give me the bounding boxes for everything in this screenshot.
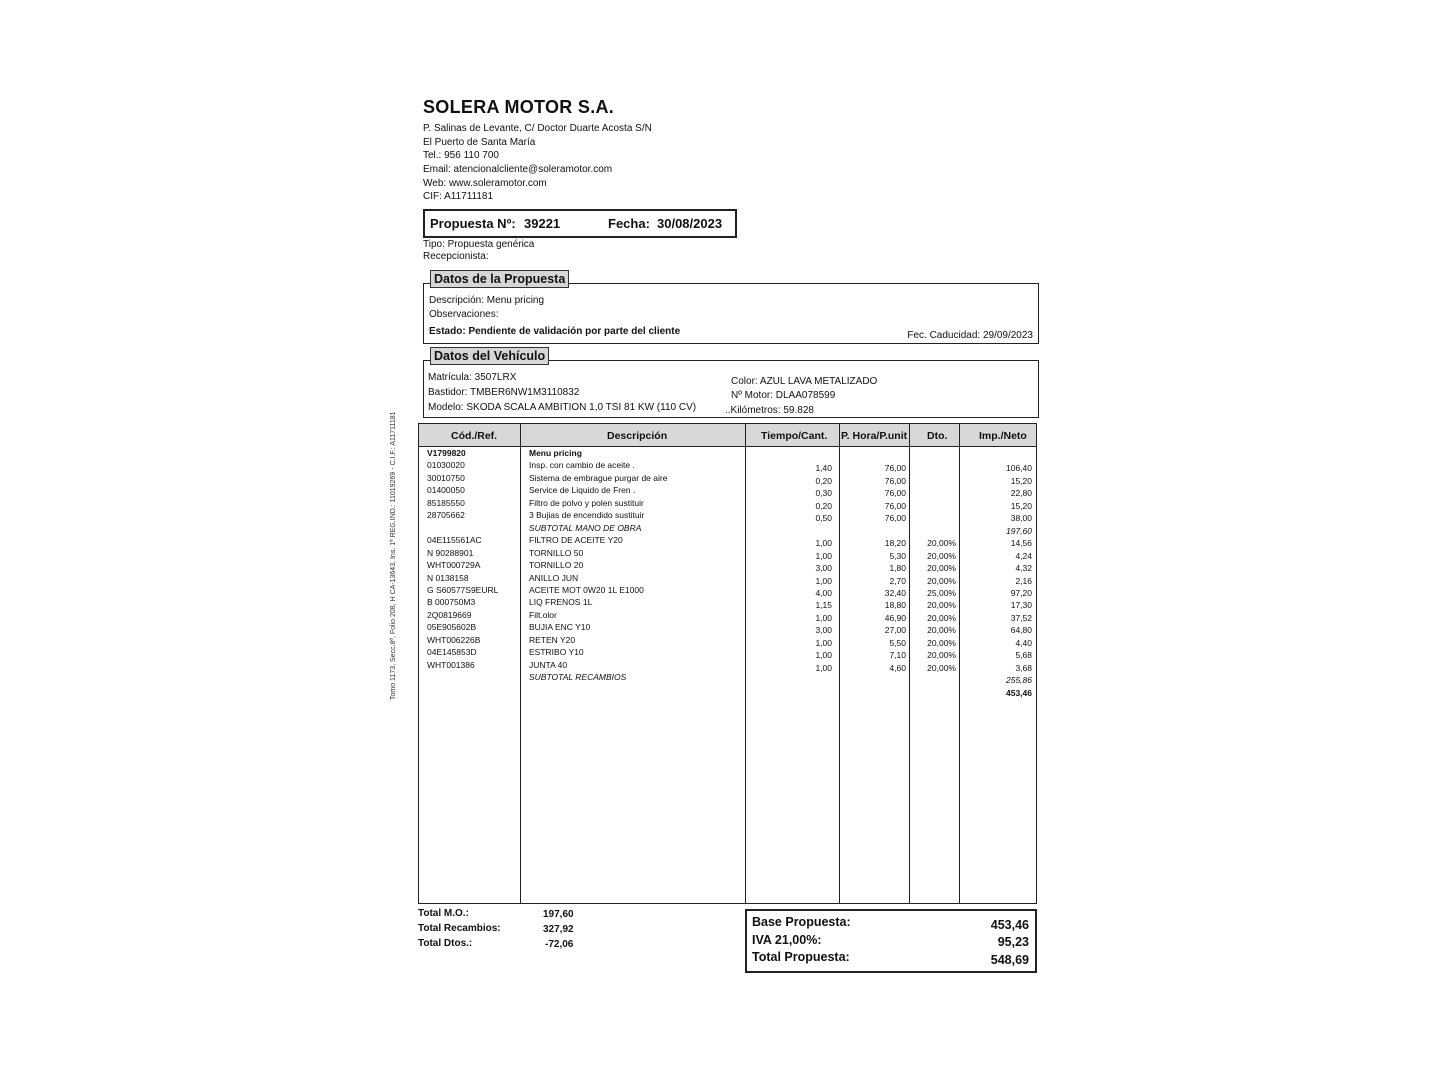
base-value: 453,46 <box>990 918 1029 932</box>
table-cell-net: 17,30 <box>1010 600 1032 611</box>
table-cell-ref: WHT001386 <box>427 659 475 670</box>
table-cell-desc: Insp. con cambio de aceite . <box>529 460 635 471</box>
header-description: Descripción <box>607 430 668 442</box>
proposal-data-section <box>423 283 1039 344</box>
total-discounts: -72,06 <box>545 939 574 950</box>
table-cell-price: 1,80 <box>889 563 906 574</box>
header-qty: Tiempo/Cant. <box>761 430 828 442</box>
table-cell-net: 5,68 <box>1015 650 1032 661</box>
table-cell-ref: 04E145853D <box>427 647 477 658</box>
table-cell-desc: JUNTA 40 <box>529 659 568 670</box>
table-cell-qty: 1,00 <box>815 612 832 623</box>
vehicle-data-section <box>423 360 1039 418</box>
table-cell-ref: N 90288901 <box>427 547 474 558</box>
table-cell-dto: 20,00% <box>927 575 956 586</box>
header-discount: Dto. <box>927 430 948 442</box>
total-label: Total Propuesta: <box>752 950 850 964</box>
table-cell-ref: 05E905602B <box>427 622 477 633</box>
table-cell-desc: Service de Liquido de Fren . <box>529 485 636 496</box>
table-cell-qty: 0,20 <box>815 475 832 486</box>
table-cell-ref: G S60577S9EURL <box>427 584 499 595</box>
table-cell-ref: B 000750M3 <box>427 597 476 608</box>
table-cell-qty: 0,30 <box>815 488 832 499</box>
table-cell-price: 18,20 <box>884 538 906 549</box>
table-cell-desc: ANILLO JUN <box>529 572 579 583</box>
table-cell-qty: 0,20 <box>815 500 832 511</box>
proposal-observations: Observaciones: <box>429 309 499 320</box>
table-cell-ref: 28705662 <box>427 510 465 521</box>
table-cell-desc: BUJIA ENC Y10 <box>529 622 591 633</box>
column-divider <box>745 424 746 903</box>
table-cell-net: 64,80 <box>1010 625 1032 636</box>
table-cell-net: 255,86 <box>1006 675 1032 686</box>
table-cell-desc: Filt.olor <box>529 609 557 620</box>
proposal-status: Estado: Pendiente de validación por parte del cliente <box>429 326 681 337</box>
total-mo: 197,60 <box>543 909 574 920</box>
table-cell-qty: 4,00 <box>815 587 832 598</box>
table-cell-qty: 1,40 <box>815 463 832 474</box>
table-cell-desc: Menu pricing <box>529 448 582 458</box>
table-cell-ref: N 0138158 <box>427 572 469 583</box>
table-cell-price: 5,30 <box>889 550 906 561</box>
vehicle-model: Modelo: SKODA SCALA AMBITION 1,0 TSI 81 KW (110 CV) <box>428 402 697 413</box>
table-cell-net: 2,16 <box>1015 575 1032 586</box>
table-cell-qty: 1,00 <box>815 550 832 561</box>
table-cell-desc: FILTRO DE ACEITE Y20 <box>529 535 623 546</box>
proposal-number: 39221 <box>524 216 561 231</box>
base-label: Base Propuesta: <box>752 915 851 929</box>
table-cell-desc: 3 Bujias de encendido sustituir <box>529 510 645 521</box>
table-cell-desc: TORNILLO 20 <box>529 560 584 571</box>
table-cell-net: 15,20 <box>1010 475 1032 486</box>
table-cell-net: 106,40 <box>1006 463 1032 474</box>
table-cell-dto: 20,00% <box>927 625 956 636</box>
table-cell-price: 46,90 <box>884 612 906 623</box>
iva-label: IVA 21,00%: <box>752 933 822 947</box>
table-cell-ref: WHT000729A <box>427 560 481 571</box>
table-cell-price: 7,10 <box>889 650 906 661</box>
company-phone: Tel.: 956 110 700 <box>423 150 499 161</box>
table-cell-net: 4,40 <box>1015 637 1032 648</box>
table-cell-ref: 01400050 <box>427 485 465 496</box>
table-cell-price: 4,60 <box>889 662 906 673</box>
table-cell-qty: 1,00 <box>815 662 832 673</box>
proposal-data-title: Datos de la Propuesta <box>430 270 569 288</box>
table-cell-dto: 20,00% <box>927 612 956 623</box>
table-cell-net: 22,80 <box>1010 488 1032 499</box>
table-cell-dto: 20,00% <box>927 650 956 661</box>
table-cell-price: 76,00 <box>884 475 906 486</box>
table-cell-ref: V1799820 <box>427 448 466 458</box>
proposal-number-label: Propuesta Nº: <box>430 216 516 231</box>
proposal-date: 30/08/2023 <box>657 216 723 231</box>
table-cell-dto: 20,00% <box>927 662 956 673</box>
table-cell-qty: 1,00 <box>815 538 832 549</box>
company-web: Web: www.soleramotor.com <box>423 178 547 189</box>
table-cell-qty: 3,00 <box>815 625 832 636</box>
table-cell-qty: 1,00 <box>815 575 832 586</box>
proposal-expiry: Fec. Caducidad: 29/09/2023 <box>907 330 1033 341</box>
table-cell-ref: 2Q0819669 <box>427 609 472 620</box>
table-cell-price: 2,70 <box>889 575 906 586</box>
table-cell-net: 14,56 <box>1010 538 1032 549</box>
table-cell-dto: 20,00% <box>927 563 956 574</box>
table-cell-net: 15,20 <box>1010 500 1032 511</box>
table-cell-price: 18,80 <box>884 600 906 611</box>
company-email: Email: atencionalcliente@soleramotor.com <box>423 164 613 175</box>
table-cell-desc: SUBTOTAL MANO DE OBRA <box>529 522 642 533</box>
table-cell-desc: LIQ FRENOS 1L <box>529 597 593 608</box>
vehicle-data-title: Datos del Vehículo <box>430 347 549 365</box>
total-value: 548,69 <box>990 953 1029 967</box>
table-cell-price: 5,50 <box>889 637 906 648</box>
table-cell-ref: 30010750 <box>427 472 465 483</box>
registry-text: Tomo 1173, Secc.8ª, Folio 208, H CA-13643, Ins. 1ª REG.IND.: 11019269 - C.I.F.: A11711181 <box>390 411 397 700</box>
column-divider <box>959 424 960 903</box>
company-cif: CIF: A11711181 <box>423 191 494 202</box>
table-cell-dto: 20,00% <box>927 538 956 549</box>
total-parts: 327,92 <box>543 924 574 935</box>
table-cell-qty: 1,00 <box>815 650 832 661</box>
table-cell-desc: ESTRIBO Y10 <box>529 647 584 658</box>
table-cell-net: 37,52 <box>1010 612 1032 623</box>
total-discounts-label: Total Dtos.: <box>418 938 473 949</box>
items-table <box>418 423 1037 904</box>
table-cell-desc: RETEN Y20 <box>529 634 576 645</box>
header-net: Imp./Neto <box>979 430 1027 442</box>
vehicle-color: Color: AZUL LAVA METALIZADO <box>731 376 878 387</box>
company-city: El Puerto de Santa María <box>423 137 536 148</box>
table-cell-net: 4,32 <box>1015 563 1032 574</box>
table-cell-price: 76,00 <box>884 488 906 499</box>
table-cell-dto: 20,00% <box>927 600 956 611</box>
table-cell-desc: ACEITE MOT 0W20 1L E1000 <box>529 584 644 595</box>
vehicle-engine: Nº Motor: DLAA078599 <box>731 390 836 401</box>
table-cell-desc: Sistema de embrague purgar de aire <box>529 472 668 483</box>
table-cell-net: 97,20 <box>1010 587 1032 598</box>
receptionist: Recepcionista: <box>423 251 489 262</box>
totals-box <box>745 909 1037 973</box>
table-cell-desc: Filtro de polvo y polen sustituir <box>529 497 644 508</box>
table-header <box>419 424 1036 447</box>
table-cell-net: 4,24 <box>1015 550 1032 561</box>
column-divider <box>520 424 521 903</box>
company-name: SOLERA MOTOR S.A. <box>423 97 615 117</box>
table-cell-qty: 3,00 <box>815 563 832 574</box>
table-cell-ref: 85185550 <box>427 497 465 508</box>
table-cell-price: 76,00 <box>884 513 906 524</box>
table-cell-price: 76,00 <box>884 463 906 474</box>
table-cell-ref: 04E115561AC <box>427 535 482 546</box>
proposal-description: Descripción: Menu pricing <box>429 295 545 306</box>
table-cell-price: 27,00 <box>884 625 906 636</box>
vehicle-km: ..Kilómetros: 59.828 <box>725 405 814 416</box>
table-cell-qty: 1,15 <box>815 600 832 611</box>
column-divider <box>909 424 910 903</box>
table-cell-net: 197,60 <box>1006 525 1032 536</box>
total-parts-label: Total Recambios: <box>418 923 501 934</box>
column-divider <box>839 424 840 903</box>
table-cell-dto: 25,00% <box>927 587 956 598</box>
table-cell-dto: 20,00% <box>927 637 956 648</box>
proposal-type: Tipo: Propuesta genérica <box>423 239 535 250</box>
table-cell-qty: 0,50 <box>815 513 832 524</box>
table-cell-net: 453,46 <box>1006 687 1032 698</box>
proposal-date-label: Fecha: <box>608 216 650 231</box>
total-mo-label: Total M.O.: <box>418 908 469 919</box>
company-address: P. Salinas de Levante, C/ Doctor Duarte Acosta S/N <box>423 123 652 134</box>
vehicle-plate: Matrícula: 3507LRX <box>428 372 517 383</box>
proposal-number-box <box>423 209 737 238</box>
table-cell-price: 32,40 <box>884 587 906 598</box>
vehicle-chassis: Bastidor: TMBER6NW1M3110832 <box>428 387 580 398</box>
table-cell-desc: SUBTOTAL RECAMBIOS <box>529 672 627 683</box>
table-cell-ref: WHT006226B <box>427 634 481 645</box>
table-cell-dto: 20,00% <box>927 550 956 561</box>
table-cell-desc: TORNILLO 50 <box>529 547 584 558</box>
table-cell-net: 38,00 <box>1010 513 1032 524</box>
header-price: P. Hora/P.unit <box>841 430 908 442</box>
table-cell-net: 3,68 <box>1015 662 1032 673</box>
iva-value: 95,23 <box>997 935 1029 949</box>
table-cell-ref: 01030020 <box>427 460 465 471</box>
table-cell-price: 76,00 <box>884 500 906 511</box>
table-cell-qty: 1,00 <box>815 637 832 648</box>
header-ref: Cód./Ref. <box>451 430 498 442</box>
